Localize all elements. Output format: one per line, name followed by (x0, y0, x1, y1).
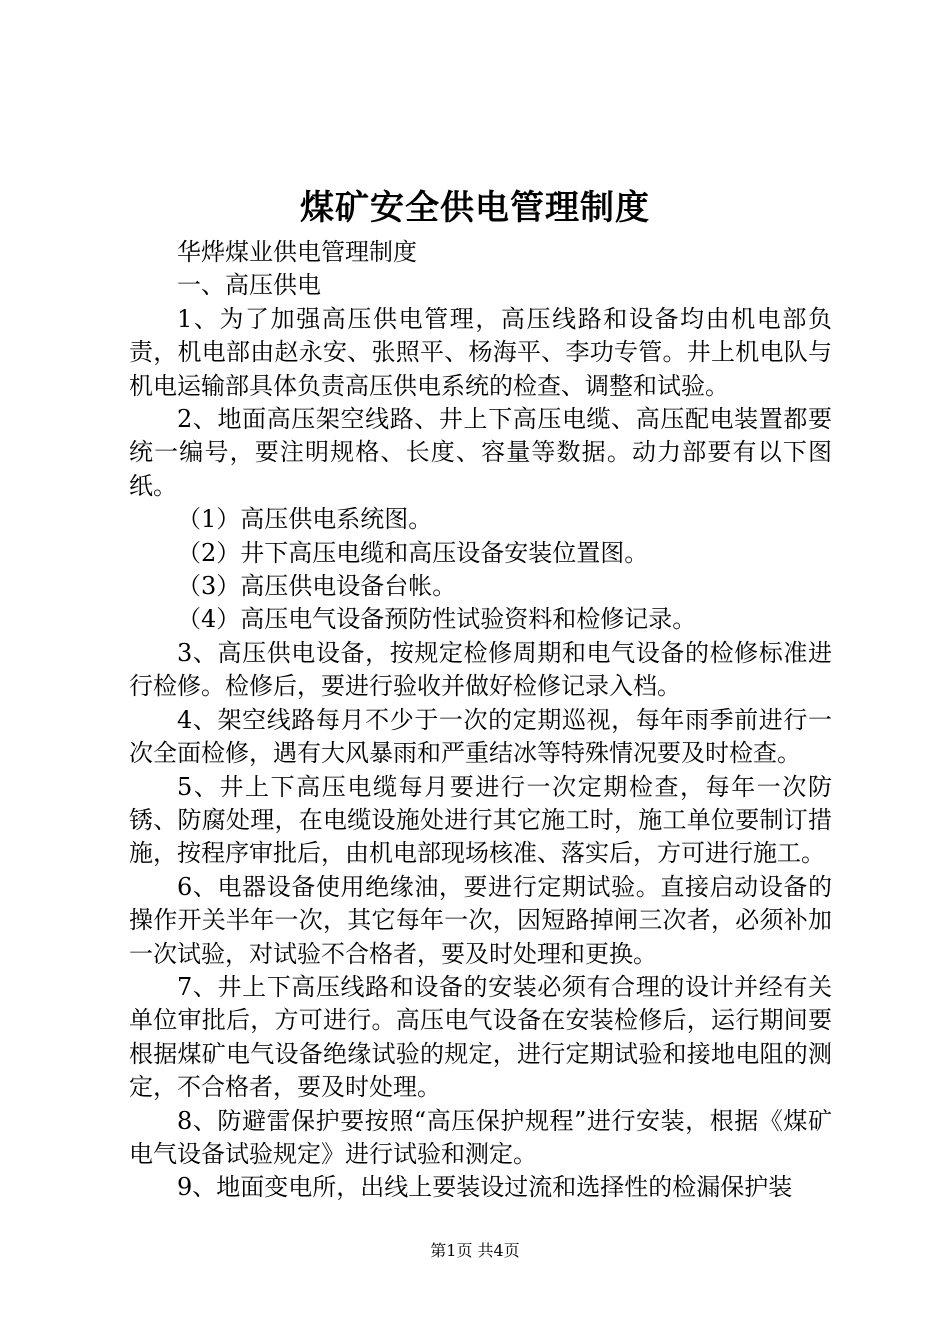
section-heading: 一、高压供电 (177, 271, 321, 300)
document-title: 煤矿安全供电管理制度 (300, 188, 650, 228)
paragraph: 8、防避雷保护要按照“高压保护规程”进行安装，根据《煤矿电气设备试验规定》进行试验和测定。 (129, 1106, 832, 1168)
paragraph: 5、井上下高压电缆每月要进行一次定期检查，每年一次防锈、防腐处理，在电缆设施处进行其它施工时，施工单位要制订措施，按程序审批后，由机电部现场核准、落实后，方可进行施工。 (129, 772, 832, 868)
paragraph: 4、架空线路每月不少于一次的定期巡视，每年雨季前进行一次全面检修，遇有大风暴雨和严重结冰等特殊情况要及时检查。 (129, 705, 832, 768)
list-item: （1）高压供电系统图。 (177, 505, 433, 534)
paragraph: 7、井上下高压线路和设备的安装必须有合理的设计并经有关单位审批后，方可进行。高压电气设备在安装检修后，运行期间要根据煤矿电气设备绝缘试验的规定，进行定期试验和接地电阻的测定，不合格者，要及时处理。 (129, 972, 832, 1102)
list-item: （3）高压供电设备台帐。 (177, 572, 457, 601)
list-item: （4）高压电气设备预防性试验资料和检修记录。 (177, 605, 697, 634)
paragraph: 6、电器设备使用绝缘油，要进行定期试验。直接启动设备的操作开关半年一次，其它每年一次，因短路掉闸三次者，必须补加一次试验，对试验不合格者，要及时处理和更换。 (129, 872, 832, 968)
page-footer: 第1页 共4页 (430, 1241, 520, 1260)
paragraph: 3、高压供电设备，按规定检修周期和电气设备的检修标准进行检修。检修后，要进行验收并做好检修记录入档。 (129, 638, 832, 701)
list-item: （2）井下高压电缆和高压设备安装位置图。 (177, 538, 649, 567)
paragraph: 9、地面变电所，出线上要装设过流和选择性的检漏保护装 (177, 1173, 793, 1202)
document-body (129, 236, 832, 1205)
paragraph: 1、为了加强高压供电管理，高压线路和设备均由机电部负责，机电部由赵永安、张照平、杨海平、李功专管。井上机电队与机电运输部具体负责高压供电系统的检查、调整和试验。 (129, 304, 832, 400)
paragraph-subtitle: 华烨煤业供电管理制度 (177, 238, 417, 266)
paragraph: 2、地面高压架空线路、井上下高压电缆、高压配电装置都要统一编号，要注明规格、长度、容量等数据。动力部要有以下图纸。 (129, 405, 832, 500)
